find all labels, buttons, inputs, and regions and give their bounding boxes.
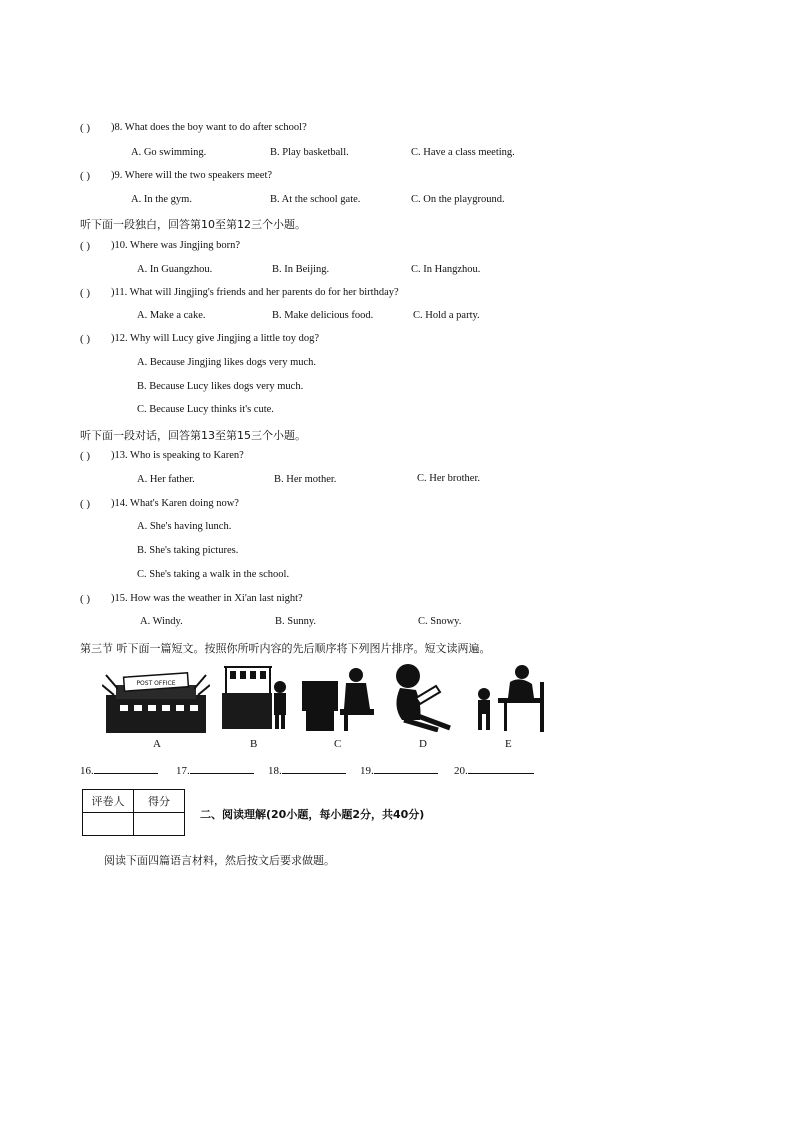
option-10b: B. In Beijing. — [272, 264, 330, 275]
option-14c: C. She's taking a walk in the school. — [137, 569, 290, 580]
score-table — [82, 789, 185, 836]
option-12a: A. Because Jingjing likes dogs very much. — [137, 357, 317, 368]
question-13: )13. Who is speaking to Karen? — [111, 450, 244, 461]
answer-blank-16[interactable] — [80, 763, 158, 777]
option-11a: A. Make a cake. — [137, 310, 206, 321]
picture-b-shop-image — [220, 663, 292, 733]
option-15c: C. Snowy. — [418, 616, 462, 627]
picture-c-computer-image — [300, 665, 376, 733]
option-8b: B. Play basketball. — [270, 147, 349, 158]
picture-label-b: B — [250, 738, 258, 750]
option-11b: B. Make delicious food. — [272, 310, 374, 321]
picture-label-c: C — [334, 738, 342, 750]
answer-paren[interactable]: ( ) — [80, 498, 91, 510]
reviewer-header: 评卷人 — [83, 790, 134, 813]
option-9c: C. On the playground. — [411, 194, 505, 205]
part2-title: 二、阅读理解(20小题，每小题2分，共40分) — [200, 808, 425, 821]
option-12c: C. Because Lucy thinks it's cute. — [137, 404, 274, 415]
option-8a: A. Go swimming. — [131, 147, 207, 158]
picture-label-d: D — [419, 738, 427, 750]
option-10c: C. In Hangzhou. — [411, 264, 481, 275]
answer-blank-label: 20. — [454, 765, 468, 777]
answer-paren[interactable]: ( ) — [80, 593, 91, 605]
answer-blank-label: 19. — [360, 765, 374, 777]
option-12b: B. Because Lucy likes dogs very much. — [137, 381, 304, 392]
question-14: )14. What's Karen doing now? — [111, 498, 239, 509]
reviewer-cell[interactable] — [83, 813, 134, 836]
answer-paren[interactable]: ( ) — [80, 240, 91, 252]
answer-paren[interactable]: ( ) — [80, 450, 91, 462]
question-8: )8. What does the boy want to do after school? — [111, 122, 307, 133]
option-9b: B. At the school gate. — [270, 194, 361, 205]
post-office-sign: POST OFFICE — [136, 680, 176, 687]
answer-blank-18[interactable] — [268, 763, 346, 777]
answer-paren[interactable]: ( ) — [80, 122, 91, 134]
instruction-monologue: 听下面一段独白，回答第10至第12三个小题。 — [80, 218, 306, 231]
picture-d-reading-image — [386, 662, 456, 732]
picture-a-post-office-image — [102, 665, 210, 733]
question-10: )10. Where was Jingjing born? — [111, 240, 240, 251]
question-9: )9. Where will the two speakers meet? — [111, 170, 273, 181]
answer-paren[interactable]: ( ) — [80, 333, 91, 345]
score-cell[interactable] — [134, 813, 185, 836]
option-8c: C. Have a class meeting. — [411, 147, 515, 158]
answer-blank-label: 17. — [176, 765, 190, 777]
question-15: )15. How was the weather in Xi'an last night? — [111, 593, 303, 604]
answer-blank-19[interactable] — [360, 763, 438, 777]
option-15b: B. Sunny. — [275, 616, 317, 627]
option-13b: B. Her mother. — [274, 474, 337, 485]
score-header: 得分 — [134, 790, 185, 813]
option-11c: C. Hold a party. — [413, 310, 480, 321]
picture-label-e: E — [505, 738, 512, 750]
instruction-dialogue: 听下面一段对话，回答第13至第15三个小题。 — [80, 429, 306, 442]
answer-paren[interactable]: ( ) — [80, 287, 91, 299]
answer-paren[interactable]: ( ) — [80, 170, 91, 182]
option-14b: B. She's taking pictures. — [137, 545, 239, 556]
option-13a: A. Her father. — [137, 474, 195, 485]
option-9a: A. In the gym. — [131, 194, 192, 205]
option-14a: A. She's having lunch. — [137, 521, 232, 532]
answer-blank-17[interactable] — [176, 763, 254, 777]
picture-e-family-image — [468, 662, 548, 734]
instruction-section3: 第三节 听下面一篇短文。按照你所听内容的先后顺序将下列图片排序。短文读两遍。 — [80, 642, 491, 655]
question-11: )11. What will Jingjing's friends and her parents do for her birthday? — [111, 287, 399, 298]
option-13c: C. Her brother. — [417, 473, 480, 484]
option-15a: A. Windy. — [140, 616, 183, 627]
answer-blank-label: 18. — [268, 765, 282, 777]
question-12: )12. Why will Lucy give Jingjing a little toy dog? — [111, 333, 320, 344]
answer-blank-20[interactable] — [454, 763, 534, 777]
picture-label-a: A — [153, 738, 161, 750]
answer-blank-label: 16. — [80, 765, 94, 777]
option-10a: A. In Guangzhou. — [137, 264, 213, 275]
part2-intro: 阅读下面四篇语言材料，然后按文后要求做题。 — [104, 854, 335, 867]
